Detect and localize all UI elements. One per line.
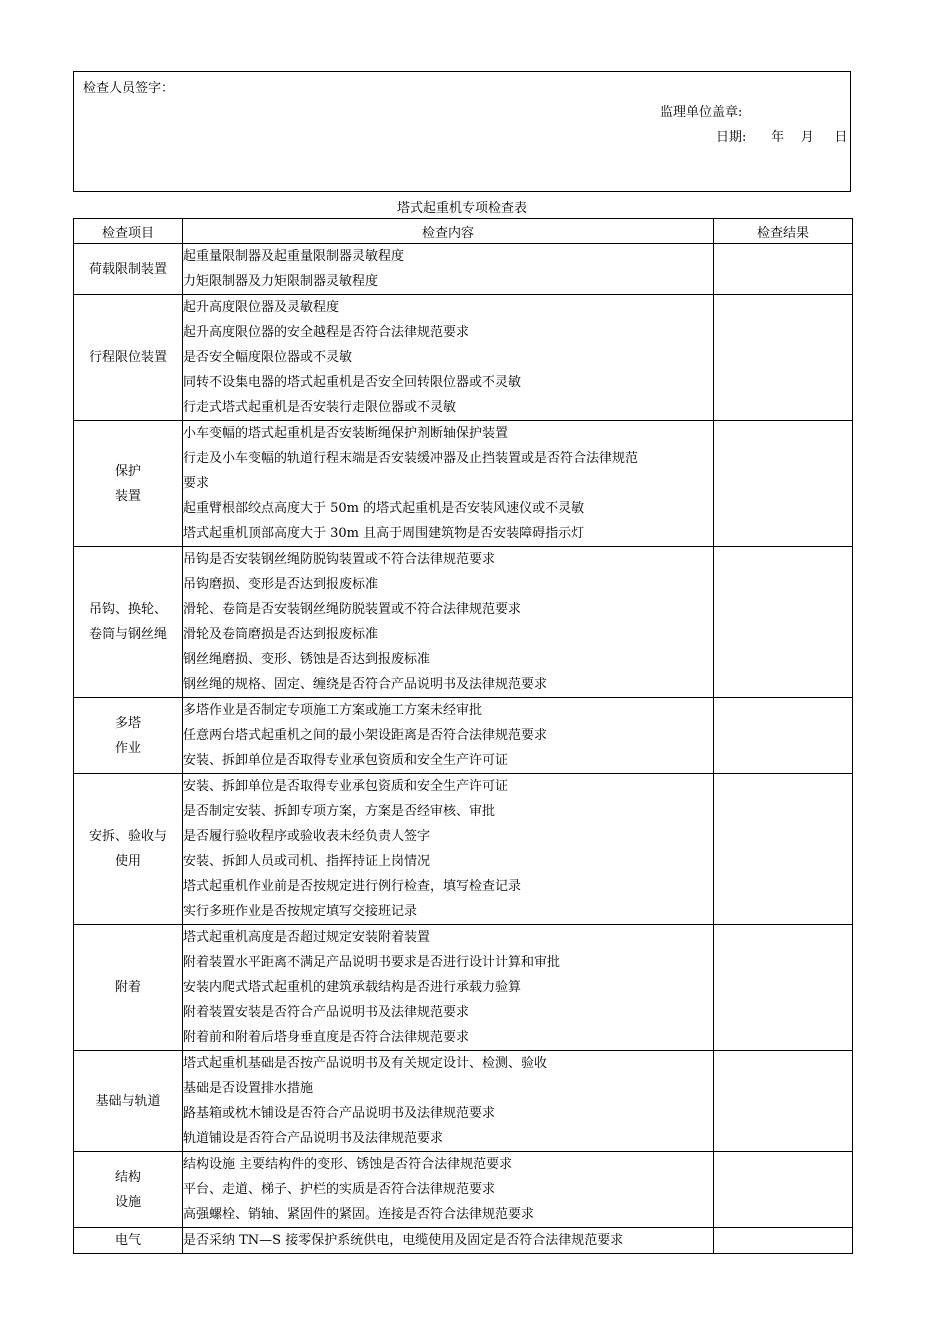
check-item-label: 多塔 (114, 715, 141, 731)
check-item-label: 作业 (114, 740, 141, 756)
check-item-cell (74, 295, 183, 421)
check-content-line: 行走及小车变幅的轨道行程末端是否安装缓冲器及止挡装置或是否符合法律规范 (183, 451, 639, 466)
check-content-line: 任意两台塔式起重机之间的最小架设距离是否符合法律规范要求 (183, 728, 548, 743)
check-item-cell (74, 421, 183, 547)
table-row (74, 1228, 853, 1254)
check-item-cell (74, 774, 183, 925)
check-result-cell[interactable] (714, 698, 853, 774)
check-content-cell (183, 925, 714, 1051)
check-content-line: 力矩限制器及力矩限制器灵敏程度 (183, 274, 379, 289)
check-content-cell (183, 1051, 714, 1152)
check-content-line: 安装、拆卸人员或司机、指挥持证上岗情况 (183, 854, 431, 869)
check-result-cell[interactable] (714, 421, 853, 547)
check-result-cell[interactable] (714, 1228, 853, 1254)
check-item-cell (74, 244, 183, 295)
check-content-line: 附着前和附着后塔身垂直度是否符合法律规范要求 (183, 1030, 470, 1045)
check-item-label: 附着 (114, 980, 141, 995)
check-content-line: 起升高度限位器及灵敏程度 (183, 300, 340, 315)
check-content-line: 滑轮及卷筒磨损是否达到报废标准 (183, 627, 379, 642)
check-item-label: 吊钩、换轮、 (88, 602, 167, 617)
check-content-line: 是否履行验收程序或验收表未经负责人签字 (183, 829, 431, 844)
check-content-line: 钢丝绳的规格、固定、缠绕是否符合产品说明书及法律规范要求 (183, 677, 548, 692)
table-row (74, 547, 853, 698)
check-content-cell (183, 244, 714, 295)
header-result: 检查结果 (714, 219, 853, 244)
check-item-label: 使用 (114, 854, 141, 869)
check-content-line: 是否采纳 TN—S 接零保护系统供电，电缆使用及固定是否符合法律规范要求 (183, 1233, 624, 1248)
check-content-line: 行走式塔式起重机是否安装行走限位器或不灵敏 (183, 400, 457, 415)
check-item-cell (74, 925, 183, 1051)
check-result-cell[interactable] (714, 774, 853, 925)
check-content-line: 多塔作业是否制定专项施工方案或施工方案未经审批 (183, 703, 483, 718)
table-row (74, 1152, 853, 1228)
check-content-cell (183, 774, 714, 925)
check-content-line: 同转不设集电器的塔式起重机是否安全回转限位器或不灵敏 (183, 375, 522, 390)
check-item-label: 保护 (114, 463, 141, 479)
check-content-line: 安装内爬式塔式起重机的建筑承载结构是否进行承载力验算 (183, 980, 522, 995)
check-content-line: 实行多班作业是否按规定填写交接班记录 (183, 904, 418, 919)
check-item-label: 基础与轨道 (95, 1093, 161, 1109)
check-item-label: 装置 (114, 488, 141, 504)
check-item-label: 荷载限制装置 (88, 261, 167, 277)
check-item-label: 设施 (114, 1194, 141, 1210)
date-label: 日期: 年 月 日 (716, 130, 848, 145)
check-content-line: 吊钩是否安装钢丝绳防脱钩装置或不符合法律规范要求 (183, 552, 496, 567)
check-content-line: 吊钩磨损、变形是否达到报废标准 (183, 577, 379, 592)
table-row (74, 925, 853, 1051)
check-content-line: 塔式起重机作业前是否按规定进行例行检查，填写检查记录 (183, 879, 522, 894)
check-content-line: 基础是否设置排水措施 (183, 1081, 314, 1096)
check-result-cell[interactable] (714, 244, 853, 295)
table-body (74, 244, 853, 1254)
check-content-line: 平台、走道、梯子、护栏的实质是否符合法律规范要求 (183, 1182, 496, 1197)
table-row (74, 1051, 853, 1152)
check-content-line: 塔式起重机基础是否按产品说明书及有关规定设计、检测、验收 (183, 1056, 548, 1071)
check-content-line: 起升高度限位器的安全越程是否符合法律规范要求 (183, 325, 470, 340)
header-item: 检查项目 (74, 219, 183, 244)
header-content: 检查内容 (183, 219, 714, 244)
check-content-line: 结构设施 主要结构件的变形、锈蚀是否符合法律规范要求 (183, 1157, 513, 1172)
check-content-line: 要求 (183, 476, 210, 491)
check-content-line: 高强螺栓、销轴、紧固件的紧固。连接是否符合法律规范要求 (183, 1207, 535, 1222)
check-result-cell[interactable] (714, 1152, 853, 1228)
check-content-cell (183, 698, 714, 774)
check-content-line: 起重量限制器及起重量限制器灵敏程度 (183, 249, 405, 264)
check-content-line: 附着装置安装是否符合产品说明书及法律规范要求 (183, 1005, 470, 1020)
check-item-label: 电气 (114, 1233, 141, 1248)
check-content-line: 塔式起重机高度是否超过规定安装附着装置 (183, 930, 431, 945)
table-header-row (74, 219, 853, 244)
check-content-line: 起重臂根部绞点高度大于 50m 的塔式起重机是否安装风速仪或不灵敏 (183, 501, 585, 516)
check-content-line: 是否制定安装、拆卸专项方案，方案是否经审核、审批 (183, 804, 496, 819)
check-content-line: 轨道铺设是否符合产品说明书及法律规范要求 (183, 1131, 444, 1146)
signature-box (73, 71, 851, 192)
check-item-cell (74, 547, 183, 698)
check-content-cell (183, 547, 714, 698)
table-row (74, 295, 853, 421)
check-content-line: 路基箱或枕木铺设是否符合产品说明书及法律规范要求 (183, 1106, 496, 1121)
table-title: 塔式起重机专项检查表 (396, 201, 527, 216)
check-content-line: 安装、拆卸单位是否取得专业承包资质和安全生产许可证 (183, 753, 509, 768)
check-item-label: 结构 (114, 1169, 141, 1185)
check-content-line: 附着装置水平距离不满足产品说明书要求是否进行设计计算和审批 (183, 955, 561, 970)
inspector-signature-label: 检查人员签字： (83, 81, 175, 96)
check-item-cell (74, 1152, 183, 1228)
table-row (74, 244, 853, 295)
check-item-label: 行程限位装置 (88, 350, 167, 365)
check-content-line: 滑轮、卷筒是否安装钢丝绳防脱装置或不符合法律规范要求 (183, 602, 522, 617)
check-content-line: 塔式起重机顶部高度大于 30m 且高于周围建筑物是否安装障碍指示灯 (183, 526, 585, 541)
check-item-label: 卷筒与钢丝绳 (88, 627, 167, 642)
check-content-cell (183, 421, 714, 547)
check-item-label: 安拆、验收与 (88, 829, 167, 844)
check-item-cell (74, 1051, 183, 1152)
check-content-cell (183, 1152, 714, 1228)
inspection-table (73, 218, 853, 1254)
check-result-cell[interactable] (714, 295, 853, 421)
check-content-cell (183, 295, 714, 421)
check-result-cell[interactable] (714, 925, 853, 1051)
table-row (74, 774, 853, 925)
check-item-cell (74, 1228, 183, 1254)
check-content-line: 是否安全幅度限位器或不灵敏 (183, 350, 353, 365)
check-content-cell (183, 1228, 714, 1254)
check-item-cell (74, 698, 183, 774)
check-content-line: 钢丝绳磨损、变形、锈蚀是否达到报废标准 (183, 652, 431, 667)
check-content-line: 小车变幅的塔式起重机是否安装断绳保护剂断轴保护装置 (183, 426, 509, 441)
check-result-cell[interactable] (714, 547, 853, 698)
supervision-seal-label: 监理单位盖章: (660, 105, 743, 120)
check-result-cell[interactable] (714, 1051, 853, 1152)
table-row (74, 698, 853, 774)
check-content-line: 安装、拆卸单位是否取得专业承包资质和安全生产许可证 (183, 779, 509, 794)
table-row (74, 421, 853, 547)
